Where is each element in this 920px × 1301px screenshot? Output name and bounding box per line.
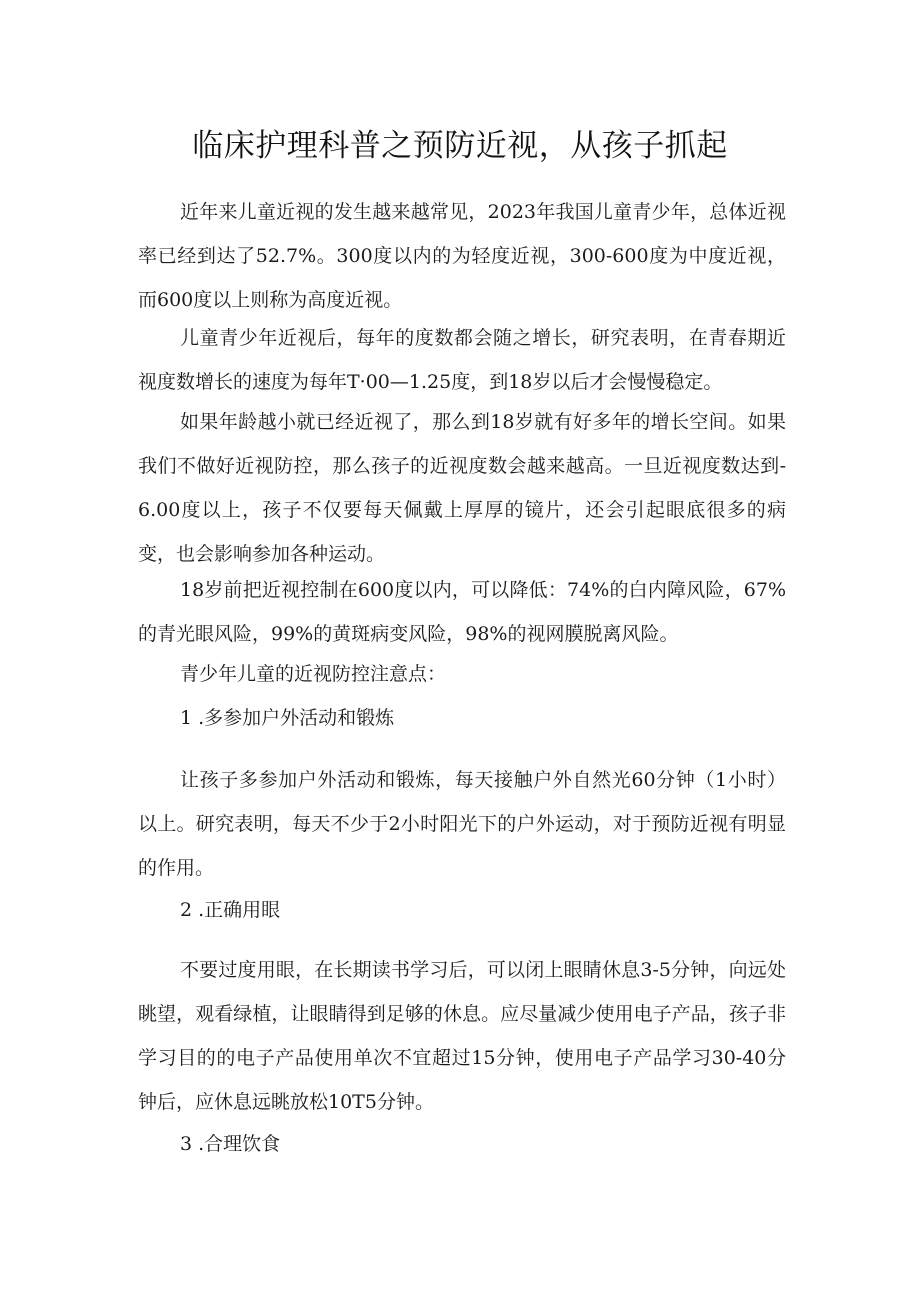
document-title: 临床护理科普之预防近视，从孩子抓起	[192, 128, 728, 164]
heading-proper-eye-use: 2 .正确用眼	[180, 899, 281, 921]
paragraph-benefits: 18岁前把近视控制在600度以内，可以降低：74%的白内障风险，67%的青光眼风险，99%的黄斑病变风险，98%的视网膜脱离风险。	[138, 579, 786, 645]
paragraph-attention-points: 青少年儿童的近视防控注意点：	[180, 663, 447, 685]
heading-outdoor-activities: 1 .多参加户外活动和锻炼	[180, 707, 395, 729]
paragraph-proper-eye-use: 不要过度用眼，在长期读书学习后，可以闭上眼睛休息3-5分钟，向远处眺望，观看绿植，让眼睛得到足够的休息。应尽量减少使用电子产品，孩子非学习目的的电子产品使用单次不宜超过15分钟，使用电子产品学习30-40分钟后，应休息远眺放松10T5分钟。	[138, 959, 786, 1113]
paragraph-growth: 儿童青少年近视后，每年的度数都会随之增长，研究表明，在青春期近视度数增长的速度为每年T·00—1.25度，到18岁以后才会慢慢稳定。	[138, 327, 786, 393]
paragraph-intro: 近年来儿童近视的发生越来越常见，2023年我国儿童青少年，总体近视率已经到达了52.7%。300度以内的为轻度近视，300-600度为中度近视，而600度以上则称为高度近视。	[138, 201, 786, 311]
paragraph-risk: 如果年龄越小就已经近视了，那么到18岁就有好多年的增长空间。如果我们不做好近视防控，那么孩子的近视度数会越来越高。一旦近视度数达到-6.00度以上，孩子不仅要每天佩戴上厚厚的镜片，还会引起眼底很多的病变，也会影响参加各种运动。	[138, 411, 786, 565]
heading-diet: 3 .合理饮食	[180, 1133, 281, 1155]
paragraph-outdoor-activities: 让孩子多参加户外活动和锻炼，每天接触户外自然光60分钟（1小时）以上。研究表明，每天不少于2小时阳光下的户外运动，对于预防近视有明显的作用。	[138, 769, 786, 879]
